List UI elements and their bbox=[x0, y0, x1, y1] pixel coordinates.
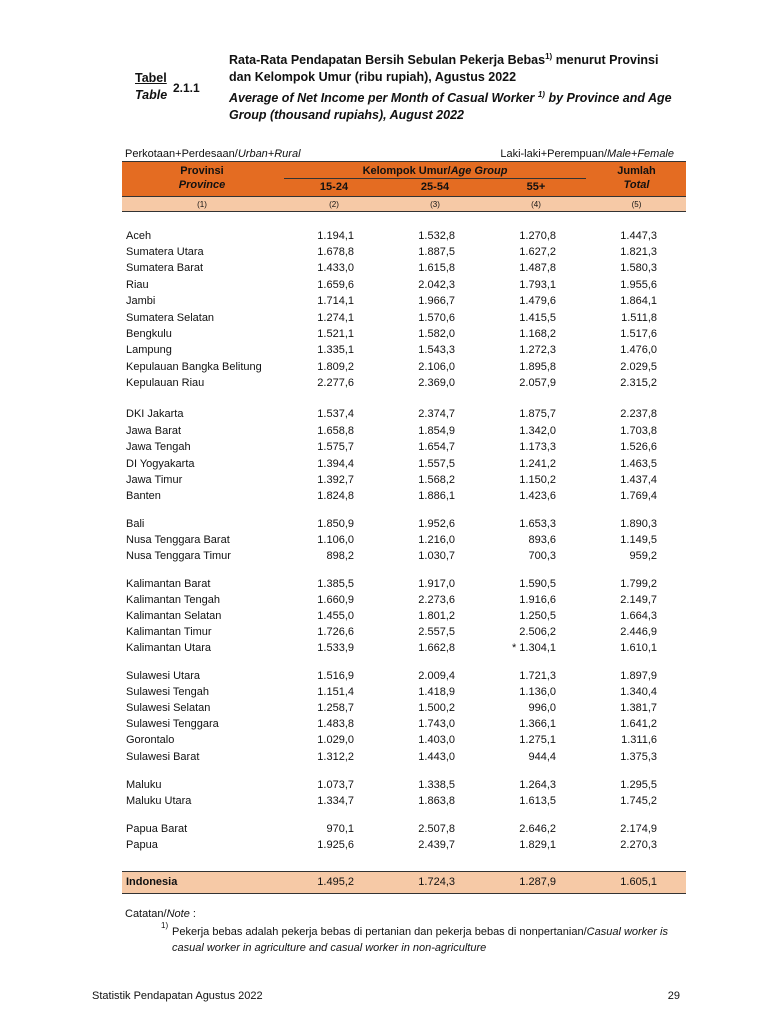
value-age-25-54: 2.439,7 bbox=[418, 839, 455, 851]
value-age-15-24: 1.659,6 bbox=[317, 279, 354, 291]
value-age-55plus: 893,6 bbox=[528, 534, 556, 546]
value-age-15-24: 1.151,4 bbox=[317, 686, 354, 698]
total-value: 1.287,9 bbox=[519, 876, 556, 888]
value-total: 1.311,6 bbox=[621, 734, 657, 746]
table-row bbox=[0, 490, 768, 504]
total-value: 1.605,1 bbox=[620, 876, 657, 888]
province-name: Maluku Utara bbox=[126, 795, 192, 807]
value-age-25-54: 1.654,7 bbox=[418, 441, 455, 453]
value-age-25-54: 1.443,0 bbox=[418, 751, 455, 763]
footer-publication: Statistik Pendapatan Agustus 2022 bbox=[92, 990, 263, 1002]
total-label: Indonesia bbox=[126, 876, 178, 888]
value-total: 1.511,8 bbox=[621, 312, 657, 324]
value-age-55plus: 1.250,5 bbox=[519, 610, 556, 622]
value-age-55plus: 1.479,6 bbox=[519, 295, 556, 307]
value-age-15-24: 1.274,1 bbox=[317, 312, 354, 324]
value-total: 1.890,3 bbox=[620, 518, 657, 530]
value-age-55plus: 1.342,0 bbox=[519, 425, 556, 437]
value-age-55plus: 1.366,1 bbox=[519, 718, 556, 730]
table-row bbox=[0, 626, 768, 640]
value-age-55plus: 1.487,8 bbox=[519, 262, 556, 274]
value-age-15-24: 1.392,7 bbox=[317, 474, 354, 486]
value-age-25-54: 1.854,9 bbox=[418, 425, 455, 437]
table-row bbox=[0, 795, 768, 809]
value-age-15-24: 1.809,2 bbox=[317, 361, 354, 373]
value-age-15-24: 1.678,8 bbox=[317, 246, 354, 258]
header-age-25-54: 25-54 bbox=[420, 181, 450, 193]
value-total: 1.664,3 bbox=[620, 610, 657, 622]
header-age-group: Kelompok Umur/Age Group bbox=[362, 165, 508, 177]
value-total: 1.769,4 bbox=[620, 490, 657, 502]
province-name: DKI Jakarta bbox=[126, 408, 184, 420]
value-age-15-24: 1.824,8 bbox=[317, 490, 354, 502]
value-age-15-24: 1.726,6 bbox=[317, 626, 354, 638]
value-age-25-54: 1.568,2 bbox=[418, 474, 455, 486]
value-total: 959,2 bbox=[629, 550, 657, 562]
value-total: 1.375,3 bbox=[620, 751, 657, 763]
column-index: (4) bbox=[531, 200, 541, 209]
value-age-55plus: 1.264,3 bbox=[519, 779, 556, 791]
value-age-15-24: 1.521,1 bbox=[317, 328, 354, 340]
province-name: Sumatera Barat bbox=[126, 262, 204, 274]
value-age-25-54: 2.557,5 bbox=[418, 626, 455, 638]
table-row bbox=[0, 441, 768, 455]
table-row bbox=[0, 670, 768, 684]
value-age-25-54: 2.009,4 bbox=[418, 670, 455, 682]
province-name: DI Yogyakarta bbox=[126, 458, 195, 470]
header-age-55plus: 55+ bbox=[526, 181, 546, 193]
value-age-15-24: 2.277,6 bbox=[317, 377, 354, 389]
table-row bbox=[0, 594, 768, 608]
age-group-rule bbox=[284, 178, 586, 179]
province-name: Kepulauan Bangka Belitung bbox=[126, 361, 262, 373]
table-row bbox=[0, 230, 768, 244]
value-age-15-24: 1.925,6 bbox=[317, 839, 354, 851]
page-number: 29 bbox=[667, 990, 680, 1002]
value-age-15-24: 1.334,7 bbox=[317, 795, 354, 807]
value-age-25-54: 1.801,2 bbox=[418, 610, 455, 622]
table-row bbox=[0, 246, 768, 260]
value-total: 2.315,2 bbox=[620, 377, 657, 389]
value-age-25-54: 2.374,7 bbox=[418, 408, 455, 420]
value-age-55plus: 1.272,3 bbox=[519, 344, 556, 356]
value-age-25-54: 1.216,0 bbox=[418, 534, 455, 546]
value-age-25-54: 1.570,6 bbox=[418, 312, 455, 324]
value-total: 1.476,0 bbox=[620, 344, 657, 356]
table-title-en: Average of Net Income per Month of Casual Worker $^{1)}$ by Province and Age Group (thousand rupiahs), August 2022 bbox=[229, 89, 672, 122]
table-row bbox=[0, 718, 768, 732]
value-age-55plus: 1.829,1 bbox=[519, 839, 556, 851]
province-name: Sulawesi Barat bbox=[126, 751, 200, 763]
province-name: Jawa Timur bbox=[126, 474, 183, 486]
column-index: (3) bbox=[430, 200, 440, 209]
value-age-15-24: 1.537,4 bbox=[317, 408, 354, 420]
province-name: Lampung bbox=[126, 344, 172, 356]
value-age-55plus: 2.646,2 bbox=[519, 823, 556, 835]
province-name: Sulawesi Utara bbox=[126, 670, 200, 682]
value-total: 2.270,3 bbox=[620, 839, 657, 851]
value-age-55plus: 1.423,6 bbox=[519, 490, 556, 502]
table-row bbox=[0, 610, 768, 624]
header-age-15-24: 15-24 bbox=[319, 181, 349, 193]
province-name: Gorontalo bbox=[126, 734, 175, 746]
value-age-55plus: 1.415,5 bbox=[519, 312, 556, 324]
value-age-25-54: 1.886,1 bbox=[418, 490, 455, 502]
value-age-55plus: 1.275,1 bbox=[519, 734, 556, 746]
table-row bbox=[0, 734, 768, 748]
value-total: 2.174,9 bbox=[620, 823, 657, 835]
value-age-25-54: 1.532,8 bbox=[418, 230, 455, 242]
column-index: (5) bbox=[631, 200, 642, 209]
value-age-55plus: 700,3 bbox=[528, 550, 556, 562]
table-row bbox=[0, 702, 768, 716]
value-age-15-24: 1.106,0 bbox=[317, 534, 354, 546]
value-age-55plus: 1.173,3 bbox=[519, 441, 556, 453]
header-total: Jumlah Total bbox=[617, 165, 656, 191]
value-total: 1.295,5 bbox=[620, 779, 657, 791]
table-row bbox=[0, 751, 768, 765]
value-age-15-24: 1.660,9 bbox=[317, 594, 354, 606]
value-age-25-54: 2.042,3 bbox=[418, 279, 455, 291]
value-age-15-24: 1.533,9 bbox=[317, 642, 354, 654]
value-age-25-54: 1.403,0 bbox=[418, 734, 455, 746]
table-row bbox=[0, 839, 768, 853]
value-age-55plus: 996,0 bbox=[528, 702, 556, 714]
table-row bbox=[0, 344, 768, 358]
value-age-15-24: 1.312,2 bbox=[317, 751, 354, 763]
value-age-55plus: * 1.304,1 bbox=[511, 642, 556, 654]
value-age-15-24: 1.516,9 bbox=[317, 670, 354, 682]
value-age-55plus: 1.653,3 bbox=[519, 518, 556, 530]
total-value: 1.724,3 bbox=[418, 876, 455, 888]
note-text: Pekerja bebas adalah pekerja bebas di pertanian dan pekerja bebas di nonpertanian/Casual worker is casual worker in agriculture and casual worker in non-agriculture bbox=[172, 926, 668, 954]
value-age-25-54: 1.338,5 bbox=[418, 779, 455, 791]
table-row bbox=[0, 377, 768, 391]
province-name: Sulawesi Selatan bbox=[126, 702, 211, 714]
province-name: Kalimantan Tengah bbox=[126, 594, 220, 606]
note-title: Catatan/Note : bbox=[125, 908, 196, 920]
table-row bbox=[0, 534, 768, 548]
header-province: Provinsi Province bbox=[178, 165, 226, 191]
province-name: Maluku bbox=[126, 779, 162, 791]
value-age-15-24: 1.850,9 bbox=[317, 518, 354, 530]
value-total: 2.237,8 bbox=[620, 408, 657, 420]
value-age-15-24: 970,1 bbox=[326, 823, 354, 835]
value-age-25-54: 2.106,0 bbox=[418, 361, 455, 373]
value-age-25-54: 1.418,9 bbox=[418, 686, 455, 698]
table-row bbox=[0, 262, 768, 276]
value-age-25-54: 1.952,6 bbox=[418, 518, 455, 530]
table-title-id: Rata-Rata Pendapatan Bersih Sebulan Pekerja Bebas$^{1)}$ menurut Provinsi dan Kelompok Umur (ribu rupiah), Agustus 2022 bbox=[229, 51, 659, 84]
province-name: Jambi bbox=[126, 295, 156, 307]
value-age-15-24: 1.394,4 bbox=[317, 458, 354, 470]
value-total: 1.955,6 bbox=[620, 279, 657, 291]
value-total: 1.526,6 bbox=[620, 441, 657, 453]
value-total: 1.610,1 bbox=[620, 642, 657, 654]
value-age-55plus: 1.895,8 bbox=[519, 361, 556, 373]
table-row bbox=[0, 779, 768, 793]
value-total: 1.340,4 bbox=[620, 686, 657, 698]
province-name: Kalimantan Barat bbox=[126, 578, 211, 590]
table-number: 2.1.1 bbox=[173, 81, 200, 95]
value-total: 1.821,3 bbox=[620, 246, 657, 258]
value-age-15-24: 1.385,5 bbox=[317, 578, 354, 590]
table-row bbox=[0, 686, 768, 700]
value-age-25-54: 1.030,7 bbox=[418, 550, 455, 562]
province-name: Bengkulu bbox=[126, 328, 172, 340]
table-row bbox=[0, 425, 768, 439]
value-age-25-54: 1.917,0 bbox=[418, 578, 455, 590]
value-age-25-54: 1.557,5 bbox=[418, 458, 455, 470]
value-total: 1.703,8 bbox=[620, 425, 657, 437]
value-age-25-54: 1.887,5 bbox=[418, 246, 455, 258]
province-name: Banten bbox=[126, 490, 161, 502]
value-age-55plus: 2.506,2 bbox=[519, 626, 556, 638]
value-age-25-54: 2.273,6 bbox=[418, 594, 455, 606]
value-age-55plus: 1.150,2 bbox=[519, 474, 556, 486]
sex-label: Laki-laki+Perempuan/Male+Female bbox=[500, 148, 674, 160]
table-row bbox=[0, 474, 768, 488]
table-row bbox=[0, 279, 768, 293]
table-label bbox=[135, 70, 167, 104]
table-row bbox=[0, 518, 768, 532]
value-total: 1.580,3 bbox=[620, 262, 657, 274]
value-age-15-24: 1.575,7 bbox=[317, 441, 354, 453]
value-age-25-54: 1.966,7 bbox=[418, 295, 455, 307]
value-total: 1.799,2 bbox=[620, 578, 657, 590]
value-age-55plus: 2.057,9 bbox=[519, 377, 556, 389]
table-row bbox=[0, 312, 768, 326]
province-name: Kepulauan Riau bbox=[126, 377, 205, 389]
table-row bbox=[0, 408, 768, 422]
value-age-55plus: 1.875,7 bbox=[519, 408, 556, 420]
index-bottom-rule bbox=[122, 211, 686, 212]
province-name: Sulawesi Tenggara bbox=[126, 718, 219, 730]
column-index: (1) bbox=[197, 200, 207, 209]
value-age-15-24: 1.029,0 bbox=[317, 734, 354, 746]
value-total: 1.641,2 bbox=[620, 718, 657, 730]
province-name: Nusa Tenggara Timur bbox=[126, 550, 231, 562]
province-name: Bali bbox=[126, 518, 145, 530]
value-age-15-24: 1.433,0 bbox=[317, 262, 354, 274]
value-age-55plus: 1.270,8 bbox=[519, 230, 556, 242]
table-label-en: Table bbox=[135, 88, 168, 102]
table-label-id: Tabel bbox=[135, 71, 167, 85]
province-name: Papua bbox=[126, 839, 158, 851]
value-age-25-54: 1.500,2 bbox=[418, 702, 455, 714]
value-age-55plus: 1.241,2 bbox=[519, 458, 556, 470]
province-name: Jawa Tengah bbox=[126, 441, 191, 453]
province-name: Aceh bbox=[126, 230, 152, 242]
value-age-25-54: 1.582,0 bbox=[418, 328, 455, 340]
value-age-55plus: 1.590,5 bbox=[519, 578, 556, 590]
value-total: 1.381,7 bbox=[620, 702, 657, 714]
value-total: 1.447,3 bbox=[620, 230, 657, 242]
value-age-15-24: 1.073,7 bbox=[317, 779, 354, 791]
value-total: 1.149,5 bbox=[620, 534, 657, 546]
total-value: 1.495,2 bbox=[317, 876, 354, 888]
province-name: Kalimantan Selatan bbox=[126, 610, 222, 622]
province-name: Sumatera Selatan bbox=[126, 312, 215, 324]
province-name: Kalimantan Timur bbox=[126, 626, 212, 638]
value-age-25-54: 2.507,8 bbox=[418, 823, 455, 835]
table-row bbox=[0, 550, 768, 564]
province-name: Nusa Tenggara Barat bbox=[126, 534, 230, 546]
table-row bbox=[0, 823, 768, 837]
value-age-15-24: 1.455,0 bbox=[317, 610, 354, 622]
value-total: 2.029,5 bbox=[620, 361, 657, 373]
province-name: Sulawesi Tengah bbox=[126, 686, 209, 698]
value-age-25-54: 1.662,8 bbox=[418, 642, 455, 654]
table-row bbox=[0, 295, 768, 309]
province-name: Papua Barat bbox=[126, 823, 188, 835]
value-age-25-54: 2.369,0 bbox=[418, 377, 455, 389]
value-age-15-24: 1.335,1 bbox=[317, 344, 354, 356]
value-total: 1.463,5 bbox=[620, 458, 657, 470]
province-name: Sumatera Utara bbox=[126, 246, 204, 258]
total-bottom-rule bbox=[122, 893, 686, 894]
table-row bbox=[0, 642, 768, 656]
value-age-55plus: 1.136,0 bbox=[519, 686, 556, 698]
value-age-15-24: 1.714,1 bbox=[317, 295, 354, 307]
value-age-15-24: 1.258,7 bbox=[317, 702, 354, 714]
table-row bbox=[0, 328, 768, 342]
table-row bbox=[0, 361, 768, 375]
value-total: 1.897,9 bbox=[620, 670, 657, 682]
value-age-55plus: 1.793,1 bbox=[519, 279, 556, 291]
value-age-15-24: 1.483,8 bbox=[317, 718, 354, 730]
value-total: 1.437,4 bbox=[620, 474, 657, 486]
value-age-55plus: 1.916,6 bbox=[519, 594, 556, 606]
value-age-55plus: 1.613,5 bbox=[519, 795, 556, 807]
area-label: Perkotaan+Perdesaan/Urban+Rural bbox=[125, 148, 301, 160]
value-age-55plus: 944,4 bbox=[528, 751, 556, 763]
value-total: 1.517,6 bbox=[620, 328, 657, 340]
value-total: 1.864,1 bbox=[620, 295, 657, 307]
value-total: 1.745,2 bbox=[620, 795, 657, 807]
value-age-25-54: 1.743,0 bbox=[418, 718, 455, 730]
value-age-15-24: 1.658,8 bbox=[317, 425, 354, 437]
value-age-25-54: 1.863,8 bbox=[418, 795, 455, 807]
value-age-15-24: 1.194,1 bbox=[317, 230, 354, 242]
total-row bbox=[0, 876, 768, 890]
value-age-25-54: 1.615,8 bbox=[418, 262, 455, 274]
value-age-55plus: 1.721,3 bbox=[519, 670, 556, 682]
value-age-55plus: 1.627,2 bbox=[519, 246, 556, 258]
province-name: Riau bbox=[126, 279, 149, 291]
column-index: (2) bbox=[329, 200, 339, 209]
province-name: Kalimantan Utara bbox=[126, 642, 211, 654]
province-name: Jawa Barat bbox=[126, 425, 182, 437]
value-age-25-54: 1.543,3 bbox=[418, 344, 455, 356]
value-age-15-24: 898,2 bbox=[326, 550, 354, 562]
table-row bbox=[0, 578, 768, 592]
value-total: 2.446,9 bbox=[620, 626, 657, 638]
value-age-55plus: 1.168,2 bbox=[519, 328, 556, 340]
table-row bbox=[0, 458, 768, 472]
value-total: 2.149,7 bbox=[620, 594, 657, 606]
note-marker: 1) bbox=[161, 921, 169, 930]
